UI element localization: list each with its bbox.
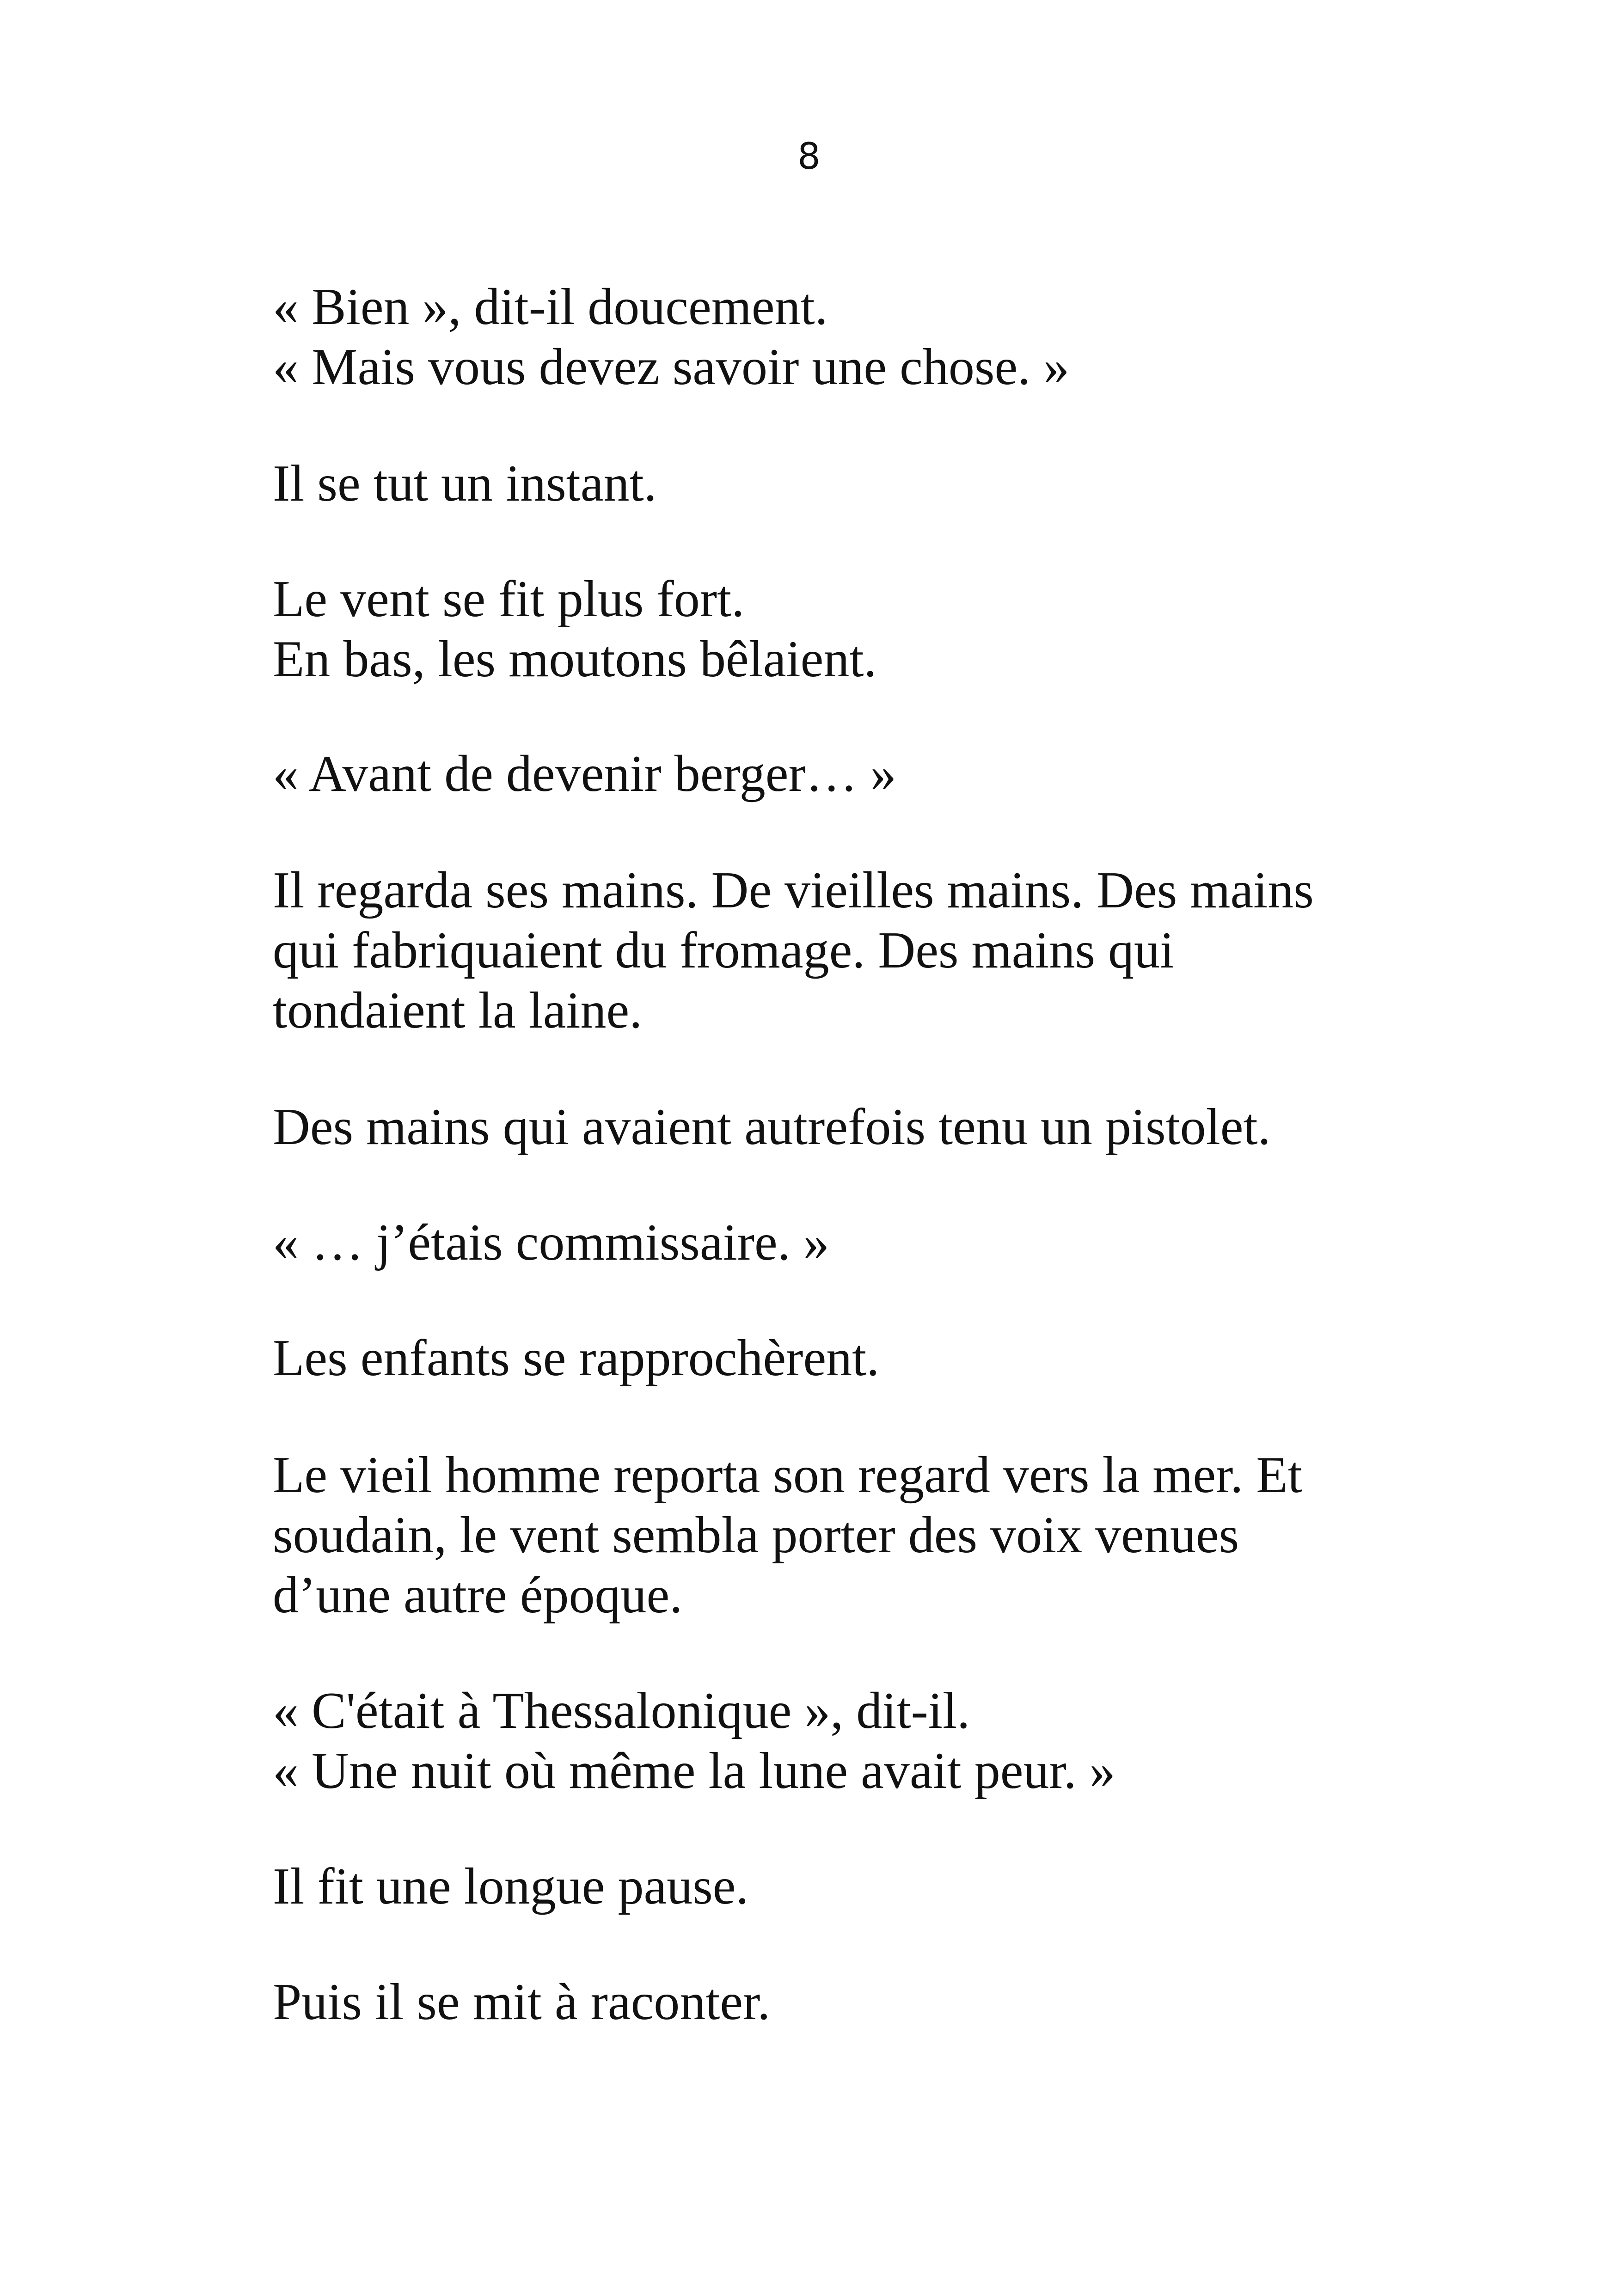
text-line: qui fabriquaient du fromage. Des mains qui: [273, 922, 1175, 979]
text-line: Il fit une longue pause.: [273, 1858, 749, 1915]
text-line: « … j’étais commissaire. »: [273, 1214, 829, 1271]
text-line: Il se tut un instant.: [273, 455, 657, 512]
text-line: Puis il se mit à raconter.: [273, 1973, 771, 2031]
text-line: « Bien », dit-il doucement.: [273, 278, 828, 336]
text-line: d’une autre époque.: [273, 1567, 683, 1624]
text-line: soudain, le vent sembla porter des voix venues: [273, 1506, 1239, 1564]
text-line: tondaient la laine.: [273, 982, 643, 1039]
text-line: « Avant de devenir berger… »: [273, 745, 896, 802]
text-line: En bas, les moutons bêlaient.: [273, 631, 877, 688]
text-line: Il regarda ses mains. De vieilles mains. Des mains: [273, 862, 1314, 919]
text-line: « Une nuit où même la lune avait peur. »: [273, 1742, 1115, 1800]
text-line: Les enfants se rapprochèrent.: [273, 1329, 880, 1387]
text-line: « C'était à Thessalonique », dit-il.: [273, 1682, 970, 1739]
text-line: « Mais vous devez savoir une chose. »: [273, 338, 1070, 396]
text-line: Le vieil homme reporta son regard vers la mer. Et: [273, 1446, 1302, 1504]
text-line: Le vent se fit plus fort.: [273, 570, 745, 628]
text-line: Des mains qui avaient autrefois tenu un pistolet.: [273, 1098, 1271, 1156]
page-number: 8: [797, 136, 821, 178]
